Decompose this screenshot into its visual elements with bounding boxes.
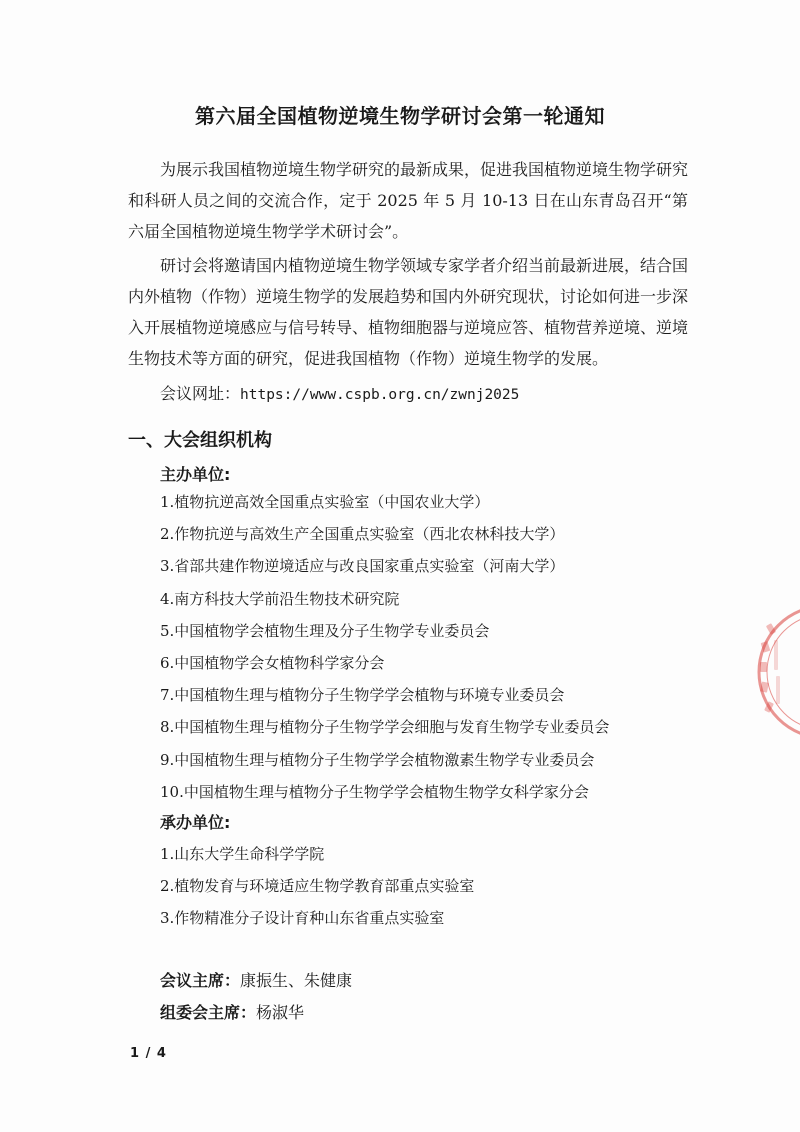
chair-value: 康振生、朱健康 [240, 971, 353, 990]
topics-paragraph: 研讨会将邀请国内植物逆境生物学领域专家学者介绍当前最新进展，结合国内外植物（作物）逆境生物学的发展趋势和国内外研究现状，讨论如何进一步深入开展植物逆境感应与信号转导、植物细胞器与逆境应答、植物营养逆境、逆境生物技术等方面的研究，促进我国植物（作物）逆境生物学的发展。 [128, 256, 689, 368]
section-heading-organization: 一、大会组织机构 [128, 430, 272, 451]
list-item: 8.中国植物生理与植物分子生物学学会细胞与发育生物学专业委员会 [160, 718, 610, 737]
list-item: 3.省部共建作物逆境适应与改良国家重点实验室（河南大学） [160, 557, 565, 576]
document-title: 第六届全国植物逆境生物学研讨会第一轮通知 [195, 104, 605, 128]
organizers-heading: 主办单位: [160, 465, 231, 484]
hosts-list [160, 838, 474, 935]
list-item: 1.植物抗逆高效全国重点实验室（中国农业大学） [160, 493, 490, 511]
chair-label: 会议主席： [160, 971, 241, 990]
red-seal-stamp-icon [740, 600, 800, 750]
list-item: 2.植物发育与环境适应生物学教育部重点实验室 [160, 877, 475, 896]
list-item: 10.中国植物生理与植物分子生物学学会植物生物学女科学家分会 [160, 782, 589, 801]
list-item: 6.中国植物学会女植物科学家分会 [160, 653, 385, 672]
committee-chair-label: 组委会主席： [160, 1003, 257, 1022]
list-item: 9.中国植物生理与植物分子生物学学会植物激素生物学专业委员会 [160, 750, 595, 769]
hosts-heading: 承办单位: [160, 813, 231, 832]
committee-chair-value: 杨淑华 [256, 1003, 305, 1022]
list-item: 4.南方科技大学前沿生物技术研究院 [160, 589, 400, 608]
list-item: 5.中国植物学会植物生理及分子生物学专业委员会 [160, 621, 490, 640]
website-url-link[interactable]: https://www.cspb.org.cn/zwnj2025 [240, 387, 520, 403]
website-label: 会议网址： [160, 384, 241, 403]
list-item: 3.作物精准分子设计育种山东省重点实验室 [160, 909, 445, 928]
committee-chair-line [160, 1000, 304, 1023]
chair-line [160, 968, 352, 991]
list-item: 1.山东大学生命科学学院 [160, 845, 325, 863]
intro-paragraph: 为展示我国植物逆境生物学研究的最新成果，促进我国植物逆境生物学研究和科研人员之间的交流合作，定于 2025 年 5 月 10-13 日在山东青岛召开“第六届全国植物逆境生物学学术研讨会”。 [128, 160, 689, 241]
list-item: 2.作物抗逆与高效生产全国重点实验室（西北农林科技大学） [160, 525, 565, 544]
website-line [160, 382, 519, 407]
organizers-list [160, 486, 609, 808]
list-item: 7.中国植物生理与植物分子生物学学会植物与环境专业委员会 [160, 686, 565, 705]
page-number: 1 / 4 [130, 1046, 167, 1061]
